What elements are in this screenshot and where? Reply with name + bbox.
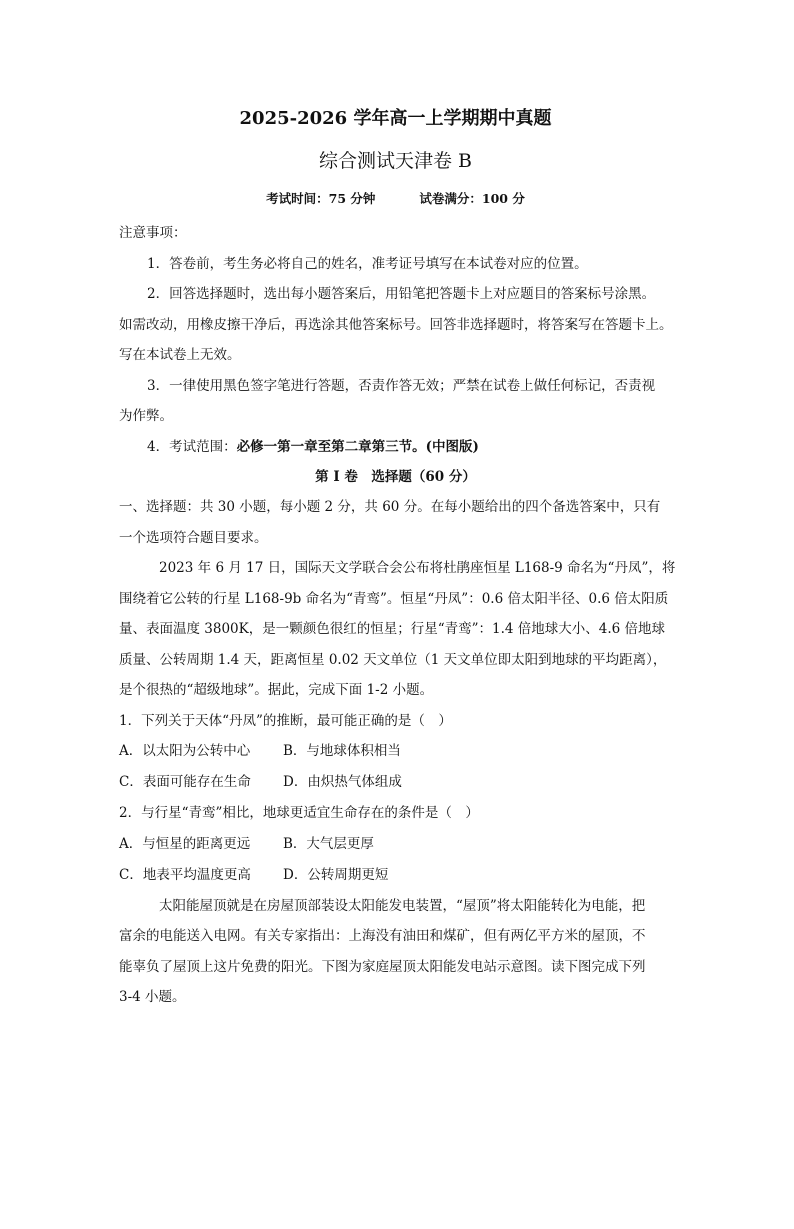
section-intro-line-1: 一、选择题：共 30 小题，每小题 2 分，共 60 分。在每小题给出的四个备选答案中，只有 bbox=[119, 499, 661, 515]
question-2-option-c: C．地表平均温度更高 bbox=[119, 866, 251, 883]
exam-page bbox=[0, 106, 794, 1229]
exam-info bbox=[119, 190, 672, 208]
notice-item-4-scope: 必修一第一章至第二章第三节。(中图版) bbox=[236, 438, 479, 455]
question-1-option-a: A．以太阳为公转中心 bbox=[119, 743, 251, 759]
passage-2-line-1: 太阳能屋顶就是在房屋顶部装设太阳能发电装置，“屋顶”将太阳能转化为电能，把 bbox=[159, 897, 646, 914]
section-intro-line-2: 一个选项符合题目要求。 bbox=[119, 529, 268, 546]
notice-item-3-line-1: 3．一律使用黑色签字笔进行答题，否责作答无效；严禁在试卷上做任何标记，否责视 bbox=[147, 377, 656, 394]
question-1-options-row-1 bbox=[119, 736, 672, 767]
question-1-option-b: B．与地球体积相当 bbox=[283, 743, 401, 759]
full-score: 试卷满分：100 分 bbox=[419, 191, 525, 206]
passage-2-line-4: 3-4 小题。 bbox=[119, 989, 186, 1005]
notice-item-1: 1．答卷前，考生务必将自己的姓名，准考证号填写在本试卷对应的位置。 bbox=[147, 255, 588, 272]
passage-2-line-2: 富余的电能送入电网。有关专家指出：上海没有油田和煤矿，但有两亿平方米的屋顶，不 bbox=[119, 928, 646, 944]
passage-1-line-2: 围绕着它公转的行星 L168-9b 命名为“青鸾”。恒星“丹凤”：0.6 倍太阳半径、0.6 倍太阳质 bbox=[119, 590, 669, 607]
notice-item-4-prefix: 4．考试范围： bbox=[147, 438, 237, 455]
question-1-options-row-2 bbox=[119, 767, 672, 798]
passage-1-line-3: 量、表面温度 3800K，是一颗颜色很红的恒星；行星“青鸾”：1.4 倍地球大小、4.6 倍地球 bbox=[119, 621, 666, 637]
exam-title: 2025-2026 学年高一上学期期中真题 bbox=[239, 108, 552, 129]
notice-item-2-line-3: 写在本试卷上无效。 bbox=[119, 347, 241, 363]
question-2-stem: 2．与行星“青鸾”相比，地球更适宜生命存在的条件是（ ） bbox=[119, 805, 479, 821]
notice-item-3-line-2: 为作弊。 bbox=[119, 408, 173, 424]
question-1-option-d: D．由炽热气体组成 bbox=[283, 774, 402, 790]
notice-item-2-line-2: 如需改动，用橡皮擦干净后，再选涂其他答案标号。回答非选择题时，将答案写在答题卡上。 bbox=[119, 316, 673, 333]
question-2-option-a: A．与恒星的距离更远 bbox=[119, 835, 251, 852]
passage-1-line-5: 是个很热的“超级地球”。据此，完成下面 1-2 小题。 bbox=[119, 682, 434, 698]
passage-1-line-1: 2023 年 6 月 17 日，国际天文学联合会公布将杜鹃座恒星 L168-9 命名为“丹凤”，将 bbox=[159, 560, 676, 576]
section-heading: 第 I 卷 选择题（60 分） bbox=[315, 469, 476, 485]
question-1-option-c: C．表面可能存在生命 bbox=[119, 774, 251, 790]
notice-heading: 注意事项： bbox=[119, 225, 187, 241]
question-2-options-row-1 bbox=[119, 829, 672, 860]
question-1-stem: 1．下列关于天体“丹凤”的推断，最可能正确的是（ ） bbox=[119, 712, 452, 729]
question-2-option-d: D．公转周期更短 bbox=[283, 866, 389, 883]
passage-1-line-4: 质量、公转周期 1.4 天，距离恒星 0.02 天文单位（1 天文单位即太阳到地球的平均距离）， bbox=[119, 651, 667, 668]
exam-subtitle: 综合测试天津卷 B bbox=[318, 150, 472, 172]
passage-2-line-3: 能辜负了屋顶上这片免费的阳光。下图为家庭屋顶太阳能发电站示意图。读下图完成下列 bbox=[119, 958, 646, 975]
notice-item-2-line-1: 2．回答选择题时，选出每小题答案后，用铅笔把答题卡上对应题目的答案标号涂黑。 bbox=[147, 286, 656, 302]
exam-time: 考试时间：75 分钟 bbox=[266, 191, 376, 206]
notice-item-4 bbox=[119, 432, 672, 463]
question-2-option-b: B．大气层更厚 bbox=[283, 835, 374, 852]
question-2-options-row-2 bbox=[119, 860, 672, 891]
